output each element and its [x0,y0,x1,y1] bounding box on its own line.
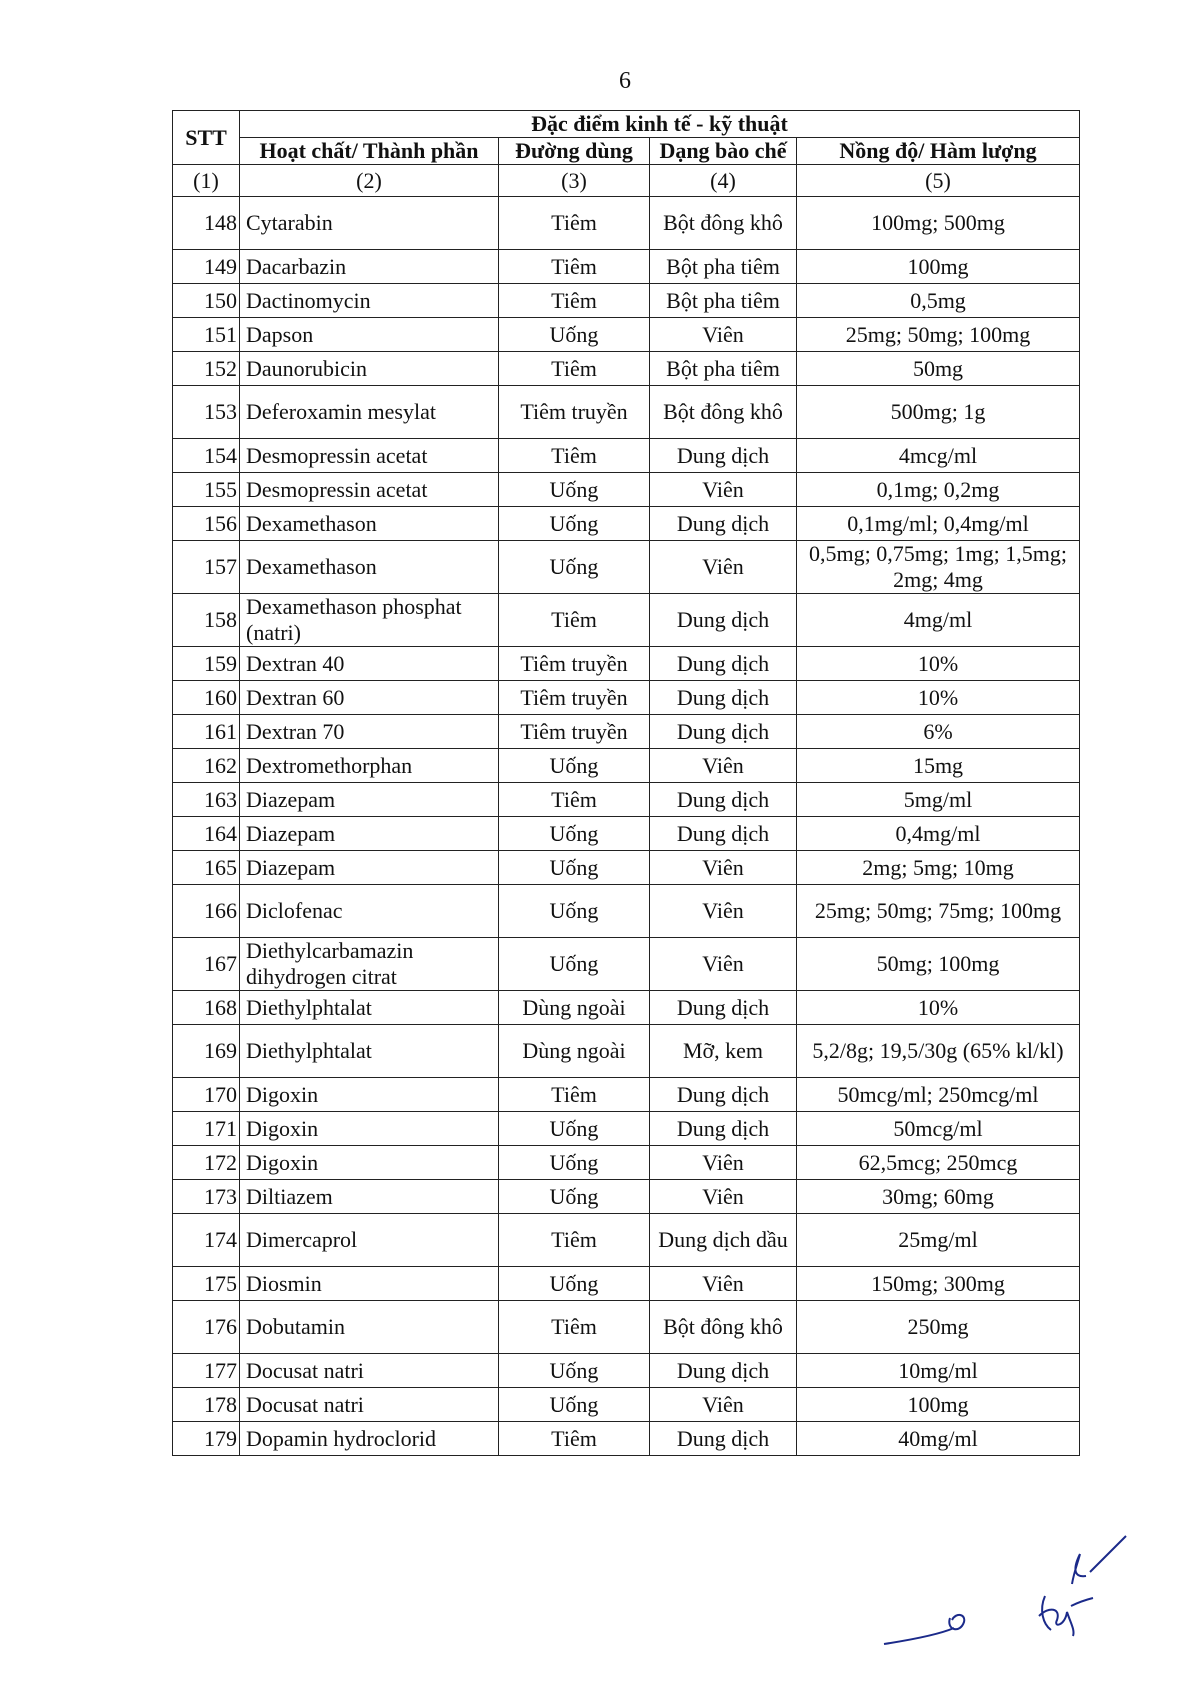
table-row [173,1180,1080,1214]
active-ingredient: Diethylphtalat [240,991,499,1025]
table-row [173,991,1080,1025]
dosage-form: Dung dịch [650,439,797,473]
row-number: 149 [173,250,240,284]
dosage-form: Viên [650,938,797,991]
active-ingredient: Digoxin [240,1112,499,1146]
active-ingredient: Diazepam [240,817,499,851]
table-row [173,541,1080,594]
page-number: 6 [619,68,631,94]
dosage-form: Viên [650,851,797,885]
row-number: 152 [173,352,240,386]
row-number: 163 [173,783,240,817]
index-cell: (3) [499,165,650,197]
route-of-administration: Dùng ngoài [499,1025,650,1078]
table-row [173,250,1080,284]
row-number: 157 [173,541,240,594]
row-number: 176 [173,1301,240,1354]
row-number: 173 [173,1180,240,1214]
table-row [173,1112,1080,1146]
route-of-administration: Tiêm [499,594,650,647]
active-ingredient: Diosmin [240,1267,499,1301]
row-number: 172 [173,1146,240,1180]
dosage-form: Viên [650,541,797,594]
index-cell: (2) [240,165,499,197]
table-row [173,851,1080,885]
dosage-form: Dung dịch [650,594,797,647]
active-ingredient: Dextran 70 [240,715,499,749]
route-of-administration: Tiêm truyền [499,386,650,439]
active-ingredient: Daunorubicin [240,352,499,386]
table-row [173,1354,1080,1388]
route-of-administration: Tiêm [499,783,650,817]
strength: 10% [797,681,1080,715]
header-route: Đường dùng [499,138,650,165]
active-ingredient: Diclofenac [240,885,499,938]
strength: 25mg; 50mg; 75mg; 100mg [797,885,1080,938]
route-of-administration: Uống [499,1180,650,1214]
strength: 500mg; 1g [797,386,1080,439]
row-number: 178 [173,1388,240,1422]
row-number: 175 [173,1267,240,1301]
table-row [173,938,1080,991]
active-ingredient: Dexamethason [240,541,499,594]
dosage-form: Dung dịch [650,647,797,681]
strength: 40mg/ml [797,1422,1080,1456]
route-of-administration: Tiêm truyền [499,681,650,715]
active-ingredient: Desmopressin acetat [240,439,499,473]
route-of-administration: Uống [499,1112,650,1146]
dosage-form: Viên [650,318,797,352]
row-number: 162 [173,749,240,783]
strength: 0,1mg/ml; 0,4mg/ml [797,507,1080,541]
route-of-administration: Tiêm [499,197,650,250]
active-ingredient: Desmopressin acetat [240,473,499,507]
index-cell: (4) [650,165,797,197]
route-of-administration: Tiêm [499,352,650,386]
dosage-form: Bột pha tiêm [650,250,797,284]
table-row [173,715,1080,749]
table-row [173,1301,1080,1354]
route-of-administration: Uống [499,1267,650,1301]
route-of-administration: Uống [499,507,650,541]
header-strength: Nồng độ/ Hàm lượng [797,138,1080,165]
dosage-form: Bột đông khô [650,197,797,250]
row-number: 169 [173,1025,240,1078]
active-ingredient: Diltiazem [240,1180,499,1214]
row-number: 161 [173,715,240,749]
active-ingredient: Dimercaprol [240,1214,499,1267]
route-of-administration: Uống [499,885,650,938]
active-ingredient: Dacarbazin [240,250,499,284]
strength: 25mg; 50mg; 100mg [797,318,1080,352]
signature-mark-3 [1035,1590,1095,1640]
active-ingredient: Dextran 40 [240,647,499,681]
strength: 50mg; 100mg [797,938,1080,991]
strength: 0,4mg/ml [797,817,1080,851]
dosage-form: Dung dịch [650,681,797,715]
strength: 0,5mg [797,284,1080,318]
active-ingredient: Deferoxamin mesylat [240,386,499,439]
strength: 50mcg/ml [797,1112,1080,1146]
active-ingredient: Dactinomycin [240,284,499,318]
dosage-form: Bột đông khô [650,1301,797,1354]
route-of-administration: Uống [499,817,650,851]
index-cell: (5) [797,165,1080,197]
table-row [173,749,1080,783]
dosage-form: Bột pha tiêm [650,284,797,318]
table-row [173,197,1080,250]
table-row [173,783,1080,817]
active-ingredient: Dopamin hydroclorid [240,1422,499,1456]
strength: 100mg [797,250,1080,284]
dosage-form: Dung dịch [650,783,797,817]
table-row [173,1025,1080,1078]
dosage-form: Dung dịch [650,817,797,851]
dosage-form: Dung dịch [650,1112,797,1146]
dosage-form: Bột pha tiêm [650,352,797,386]
active-ingredient: Dobutamin [240,1301,499,1354]
route-of-administration: Uống [499,851,650,885]
dosage-form: Dung dịch [650,1422,797,1456]
dosage-form: Viên [650,1388,797,1422]
row-number: 160 [173,681,240,715]
row-number: 153 [173,386,240,439]
strength: 150mg; 300mg [797,1267,1080,1301]
row-number: 158 [173,594,240,647]
route-of-administration: Uống [499,938,650,991]
row-number: 150 [173,284,240,318]
row-number: 166 [173,885,240,938]
active-ingredient: Digoxin [240,1078,499,1112]
route-of-administration: Tiêm [499,1422,650,1456]
dosage-form: Dung dịch dầu [650,1214,797,1267]
header-active-ingredient: Hoạt chất/ Thành phần [240,138,499,165]
active-ingredient: Dexamethason [240,507,499,541]
active-ingredient: Diazepam [240,851,499,885]
row-number: 179 [173,1422,240,1456]
table-row [173,386,1080,439]
table-row [173,817,1080,851]
row-number: 168 [173,991,240,1025]
strength: 100mg; 500mg [797,197,1080,250]
active-ingredient: Diethylcarbamazin dihydrogen citrat [240,938,499,991]
route-of-administration: Tiêm [499,1301,650,1354]
row-number: 177 [173,1354,240,1388]
row-number: 154 [173,439,240,473]
strength: 6% [797,715,1080,749]
table-row [173,681,1080,715]
row-number: 170 [173,1078,240,1112]
table-row [173,885,1080,938]
strength: 100mg [797,1388,1080,1422]
drug-table [172,110,1080,1456]
active-ingredient: Diazepam [240,783,499,817]
dosage-form: Bột đông khô [650,386,797,439]
route-of-administration: Dùng ngoài [499,991,650,1025]
table-row [173,352,1080,386]
strength: 250mg [797,1301,1080,1354]
row-number: 167 [173,938,240,991]
row-number: 155 [173,473,240,507]
active-ingredient: Docusat natri [240,1388,499,1422]
route-of-administration: Uống [499,473,650,507]
route-of-administration: Tiêm truyền [499,647,650,681]
table-row [173,1267,1080,1301]
dosage-form: Viên [650,749,797,783]
route-of-administration: Uống [499,1146,650,1180]
strength: 4mg/ml [797,594,1080,647]
table-row [173,439,1080,473]
active-ingredient: Dextran 60 [240,681,499,715]
table-row [173,1388,1080,1422]
table-row [173,1422,1080,1456]
table-row [173,647,1080,681]
row-number: 174 [173,1214,240,1267]
route-of-administration: Tiêm [499,250,650,284]
route-of-administration: Uống [499,1388,650,1422]
strength: 25mg/ml [797,1214,1080,1267]
route-of-administration: Tiêm [499,1214,650,1267]
dosage-form: Viên [650,473,797,507]
active-ingredient: Dexamethason phosphat (natri) [240,594,499,647]
strength: 5mg/ml [797,783,1080,817]
header-stt: STT [173,111,240,165]
row-number: 159 [173,647,240,681]
active-ingredient: Docusat natri [240,1354,499,1388]
route-of-administration: Uống [499,318,650,352]
route-of-administration: Tiêm [499,284,650,318]
route-of-administration: Tiêm truyền [499,715,650,749]
route-of-administration: Uống [499,749,650,783]
row-number: 171 [173,1112,240,1146]
table-row [173,473,1080,507]
header-dosage-form: Dạng bào chế [650,138,797,165]
table-row [173,1146,1080,1180]
active-ingredient: Digoxin [240,1146,499,1180]
active-ingredient: Dapson [240,318,499,352]
dosage-form: Viên [650,1267,797,1301]
strength: 4mcg/ml [797,439,1080,473]
table-row [173,507,1080,541]
row-number: 164 [173,817,240,851]
dosage-form: Viên [650,1180,797,1214]
route-of-administration: Tiêm [499,1078,650,1112]
dosage-form: Dung dịch [650,507,797,541]
strength: 10% [797,991,1080,1025]
active-ingredient: Dextromethorphan [240,749,499,783]
dosage-form: Viên [650,1146,797,1180]
strength: 2mg; 5mg; 10mg [797,851,1080,885]
row-number: 151 [173,318,240,352]
route-of-administration: Uống [499,541,650,594]
dosage-form: Dung dịch [650,1354,797,1388]
dosage-form: Mỡ, kem [650,1025,797,1078]
active-ingredient: Diethylphtalat [240,1025,499,1078]
row-number: 148 [173,197,240,250]
route-of-administration: Uống [499,1354,650,1388]
strength: 0,1mg; 0,2mg [797,473,1080,507]
strength: 10% [797,647,1080,681]
strength: 50mcg/ml; 250mcg/ml [797,1078,1080,1112]
strength: 62,5mcg; 250mcg [797,1146,1080,1180]
route-of-administration: Tiêm [499,439,650,473]
row-number: 156 [173,507,240,541]
index-cell: (1) [173,165,240,197]
strength: 5,2/8g; 19,5/30g (65% kl/kl) [797,1025,1080,1078]
strength: 50mg [797,352,1080,386]
row-number: 165 [173,851,240,885]
header-group: Đặc điểm kinh tế - kỹ thuật [240,111,1080,138]
strength: 10mg/ml [797,1354,1080,1388]
table-row [173,1214,1080,1267]
strength: 30mg; 60mg [797,1180,1080,1214]
dosage-form: Dung dịch [650,715,797,749]
dosage-form: Dung dịch [650,1078,797,1112]
table-row [173,284,1080,318]
signature-mark-2 [880,1600,980,1650]
strength: 15mg [797,749,1080,783]
table-row [173,1078,1080,1112]
dosage-form: Viên [650,885,797,938]
dosage-form: Dung dịch [650,991,797,1025]
table-row [173,594,1080,647]
active-ingredient: Cytarabin [240,197,499,250]
strength: 0,5mg; 0,75mg; 1mg; 1,5mg; 2mg; 4mg [797,541,1080,594]
table-row [173,318,1080,352]
